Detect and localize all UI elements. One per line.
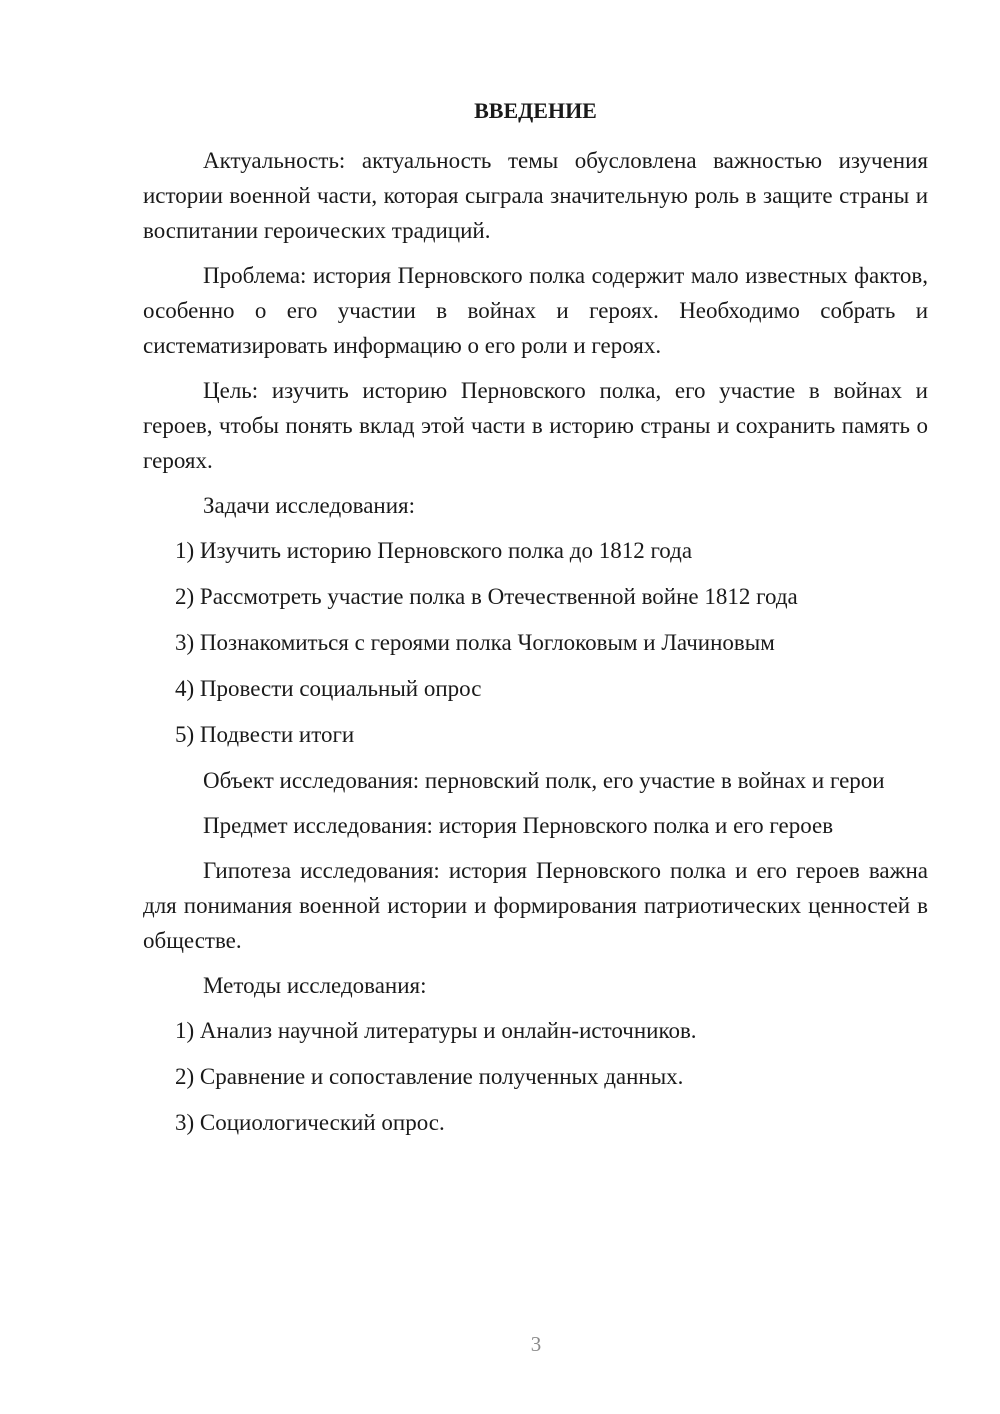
hypothesis-paragraph: Гипотеза исследования: история Перновского полка и его героев важна для понимания военной истории и формирования патриотических ценностей в обществе. xyxy=(143,858,928,953)
problem-paragraph: Проблема: история Перновского полка содержит мало известных фактов, особенно о его участии в войнах и героях. Необходимо собрать и систематизировать информацию о его роли и героях. xyxy=(143,263,928,358)
method-item: 1) Анализ научной литературы и онлайн-источников. xyxy=(175,1018,697,1043)
method-item: 3) Социологический опрос. xyxy=(175,1110,445,1135)
tasks-list xyxy=(143,533,928,752)
tasks-heading: Задачи исследования: xyxy=(203,493,416,518)
task-item: 1) Изучить историю Перновского полка до 1812 года xyxy=(175,538,693,563)
method-item: 2) Сравнение и сопоставление полученных данных. xyxy=(175,1064,684,1089)
methods-heading: Методы исследования: xyxy=(203,973,427,998)
document-body xyxy=(143,143,928,1151)
object-paragraph: Объект исследования: перновский полк, его участие в войнах и герои xyxy=(203,768,885,793)
relevance-paragraph: Актуальность: актуальность темы обусловлена важностью изучения истории военной части, которая сыграла значительную роль в защите страны и воспитании героических традиций. xyxy=(143,148,928,243)
methods-list xyxy=(143,1013,928,1140)
page-number: 3 xyxy=(530,1332,542,1356)
section-title: ВВЕДЕНИЕ xyxy=(474,98,597,123)
task-item: 2) Рассмотреть участие полка в Отечественной войне 1812 года xyxy=(175,584,798,609)
task-item: 3) Познакомиться с героями полка Чоглоковым и Лачиновым xyxy=(175,630,775,655)
task-item: 5) Подвести итоги xyxy=(175,722,355,747)
task-item: 4) Провести социальный опрос xyxy=(175,676,482,701)
subject-paragraph: Предмет исследования: история Перновского полка и его героев xyxy=(203,813,834,838)
goal-paragraph: Цель: изучить историю Перновского полка, его участие в войнах и героев, чтобы понять вклад этой части в историю страны и сохранить память о героях. xyxy=(143,378,928,473)
